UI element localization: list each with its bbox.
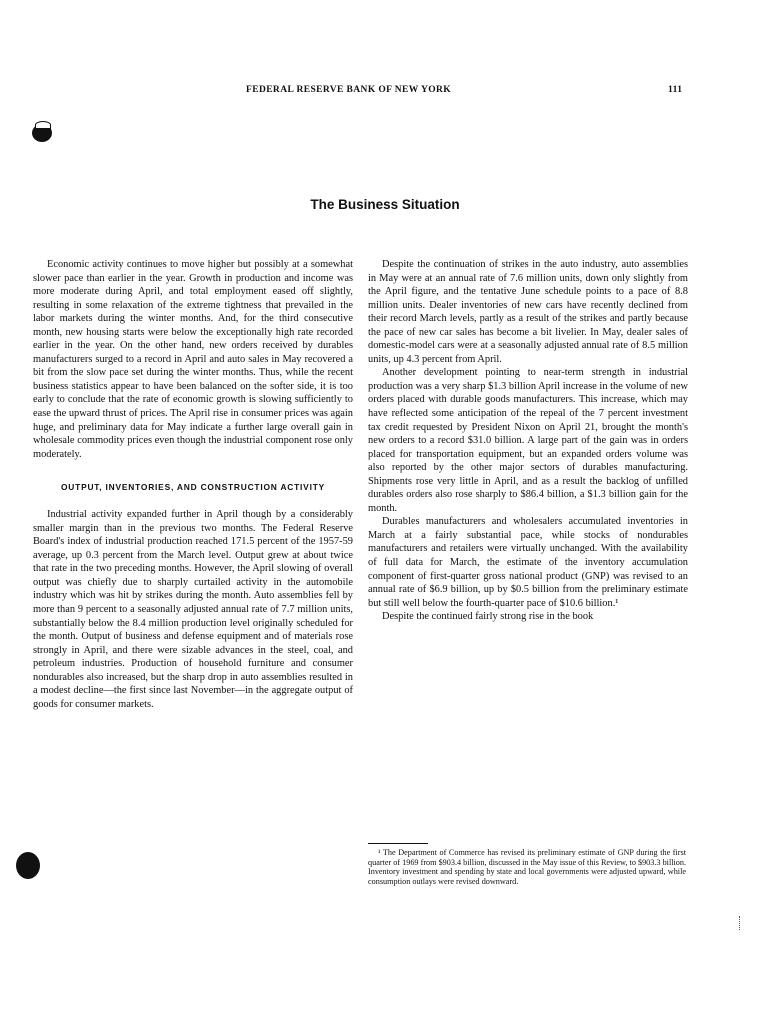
left-column [33,258,353,711]
punch-hole-mark [32,124,52,142]
body-paragraph: Durables manufacturers and wholesalers accumulated inventories in March at a fairly substantial pace, while stocks of nondurables manufacturers and retailers were virtually unchanged. With the availability of full data for March, the estimate of the inventory accumulation component of first-quarter gross national product (GNP) was revised to an annual rate of $6.9 billion, up by $0.5 billion from the preliminary estimate but still well below the fourth-quarter pace of $10.6 billion.¹ [368,516,688,609]
body-paragraph: Industrial activity expanded further in April though by a considerably smaller margin than in the previous two months. The Federal Reserve Board's index of industrial production reached 171.5 percent of the 1957-59 average, up 0.3 percent from the March level. Output grew at about twice that rate in the two preceding months. However, the April slowing of overall output was chiefly due to sharply curtailed activity in the automobile industry which was hit by strikes during the month. Auto assemblies fell by more than 9 percent to a seasonally adjusted annual rate of 7.7 million units, substantially below the 8.4 million production level originally scheduled for the month. Output of business and defense equipment and of materials rose strongly in April, and there were sizable advances in the steel, coal, and petroleum industries. Production of household furniture and consumer nondurables also increased, but the sharp drop in auto assemblies resulted in a modest decline—the first since last November—in the aggregate output of goods for consumer markets. [33,509,353,710]
section-heading: OUTPUT, INVENTORIES, AND CONSTRUCTION ACTIVITY [60,482,326,493]
footnote-divider [368,843,428,844]
right-column [368,258,688,624]
footnote-text: ¹ The Department of Commerce has revised its preliminary estimate of GNP during the first quarter of 1969 from $903.4 billion, discussed in the May issue of this Review, to $903.3 billion. Inventory investment and spending by state and local governments were adjusted upward, while consumption outlays were revised downward. [368,848,686,886]
body-paragraph: Another development pointing to near-term strength in industrial production was a very sharp $1.3 billion April increase in the volume of new orders placed with durable goods manufacturers. This increase, which may have reflected some anticipation of the repeal of the 7 percent investment tax credit requested by President Nixon on April 21, brought the month's new orders to a record $31.0 billion. A large part of the gain was in orders placed for transportation equipment, but an expanded orders volume was also reported by the other major sectors of durables manufacturing. Shipments rose very little in April, and as a result the backlog of unfilled durables orders also rose sharply to $86.4 billion, a $1.3 billion gain for the month. [368,367,688,514]
punch-hole-mark [16,852,40,879]
body-paragraph: Despite the continuation of strikes in the auto industry, auto assemblies in May were at an annual rate of 7.6 million units, down only slightly from the April figure, and the tentative June schedule points to a pace of 8.8 million units. Dealer inventories of new cars have recently declined from their record March levels, partly as a result of the strikes and partly because the pace of new car sales has become a bit livelier. In May, dealer sales of domestic-model cars were at a seasonally adjusted annual rate of 8.5 million units, up 4.3 percent from April. [368,259,688,365]
page-title: The Business Situation [310,197,460,212]
footnote [368,848,686,886]
scan-edge-mark [739,916,742,930]
page-number: 111 [668,85,683,95]
body-paragraph: Economic activity continues to move higher but possibly at a somewhat slower pace than earlier in the year. Growth in production and income was more moderate during April, and total employment eased off slightly, resulting in some relaxation of the extreme tightness that prevailed in the labor markets during the winter months. And, for the third consecutive month, new housing starts were below the exceptionally high rate recorded earlier in the year. On the other hand, new orders received by durables manufacturers surged to a record in April and auto sales in May recovered a bit from the slow pace set during the winter months. Thus, while the recent business statistics appear to have been balanced on the softer side, it is too early to conclude that the rate of economic growth is slowing sufficiently to ease the upward thrust of prices. The April rise in consumer prices was again huge, and preliminary data for May indicate a further large overall gain in wholesale commodity prices even though the industrial component rose only moderately. [33,259,353,460]
body-paragraph: Despite the continued fairly strong rise in the book [382,611,594,623]
running-head-title: FEDERAL RESERVE BANK OF NEW YORK [246,85,452,95]
